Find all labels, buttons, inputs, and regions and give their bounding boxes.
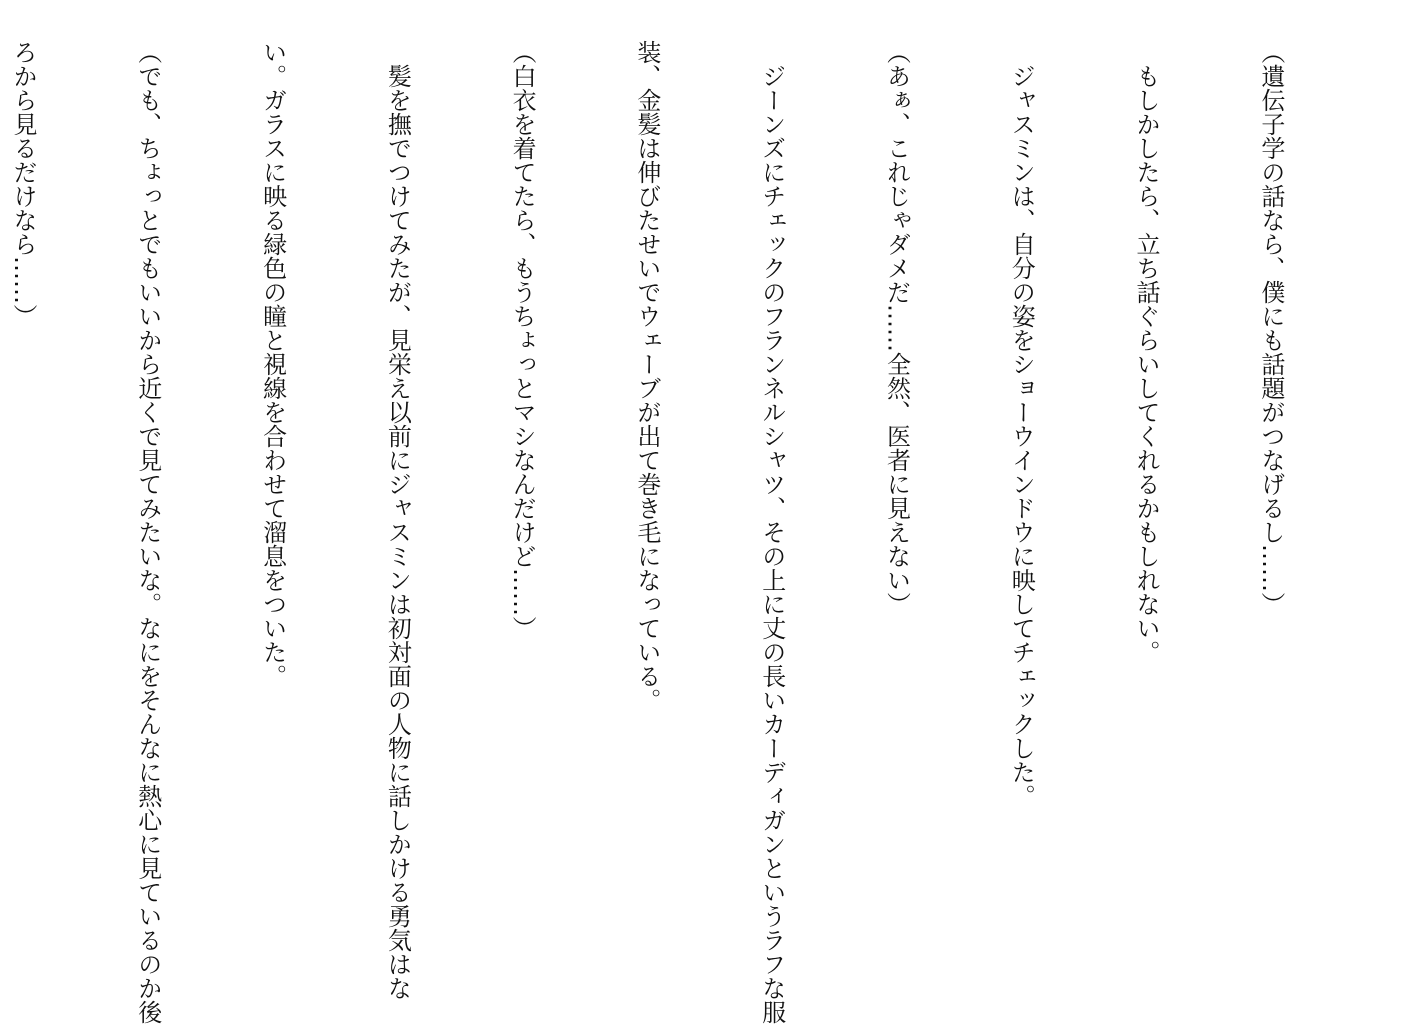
text-line: （でも、ちょっとでもいいから近くで見てみたいな。なにをそんなに熱心に見ているのか後 [133,40,162,1024]
text-line: ジャスミンは、自分の姿をショーウインドウに映してチェックした。 [1007,40,1036,808]
text-line: ろから見るだけなら……） [9,40,37,328]
vertical-text-body [0,40,1374,1024]
text-line: （あぁ、これじゃダメだ……全然、医者に見えない） [882,40,911,616]
text-line: い。ガラスに映る緑色の瞳と視線を合わせて溜息をついた。 [258,40,287,688]
text-line: 髪を撫でつけてみたが、見栄え以前にジャスミンは初対面の人物に話しかける勇気はな [383,40,412,1000]
text-line: 装、金髪は伸びたせいでウェーブが出て巻き毛になっている。 [632,40,661,712]
text-line: もしかしたら、立ち話ぐらいしてくれるかもしれない。 [1132,40,1161,664]
text-line: （白衣を着てたら、もうちょっとマシなんだけど……） [508,40,537,640]
text-line: （遺伝子学の話なら、僕にも話題がつなげるし……） [1256,40,1285,616]
text-line: ジーンズにチェックのフランネルシャツ、その上に丈の長いカーディガンというラフな服 [757,40,786,1024]
